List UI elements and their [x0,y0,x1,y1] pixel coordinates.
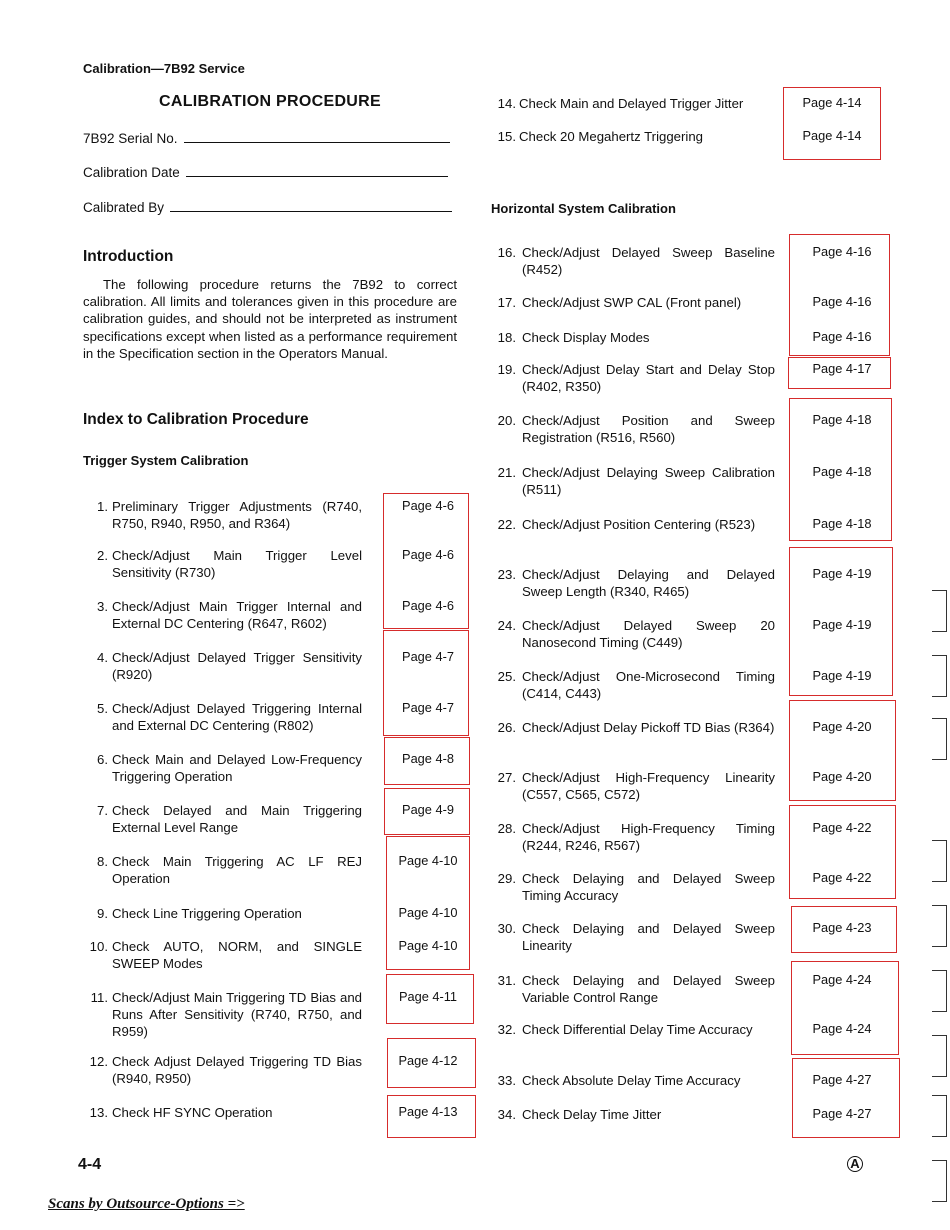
trigger-item-text: Preliminary Trigger Adjustments (R740, R750, R940, R950, and R364) [112,499,362,531]
trigger-item-number: 10. [89,939,108,954]
page-highlight-box [386,836,470,970]
trigger-item-text: Check Adjust Delayed Triggering TD Bias (R940, R950) [112,1054,362,1086]
edge-tab-mark [932,840,947,882]
trigger-item-text: Check/Adjust Main Trigger Level Sensitivity (R730) [112,548,362,580]
horizontal-item-number: 33. [497,1073,516,1088]
edge-tab-mark [932,1035,947,1077]
trigger-item-number: 11. [90,990,108,1005]
trigger-item-text: Check Main and Delayed Trigger Jitter [519,96,744,111]
trigger-item-number: 6. [97,752,108,767]
trigger-item-number: 2. [97,548,108,563]
trigger-page-reference: Page 4-7 [402,700,454,715]
horizontal-item-text: Check/Adjust High-Frequency Linearity (C557, C565, C572) [522,770,775,802]
trigger-item-text: Check Delayed and Main Triggering External Level Range [112,803,362,835]
horizontal-item-number: 16. [497,245,516,260]
trigger-page-reference: Page 4-14 [802,95,862,110]
page-highlight-box [791,961,899,1055]
date-line [186,175,448,177]
scans-credit-link[interactable]: Scans by Outsource-Options => [48,1196,245,1212]
trigger-item-number: 14. [497,96,516,111]
page-highlight-box [384,737,470,785]
trigger-item-text: Check AUTO, NORM, and SINGLE SWEEP Modes [112,939,362,971]
intro-paragraph [83,276,457,362]
horizontal-item-number: 18. [497,330,516,345]
page-highlight-box [387,1095,476,1138]
trigger-item-text: Check Line Triggering Operation [112,906,302,921]
intro-text: The following procedure returns the 7B92 to correct calibration. All limits and tolerances given in this procedure are calibration guides, and should not be interpreted as instrument specifications except when listed as a performance requirement in the Specification section in the Operators Manual. [83,277,457,361]
date-field [83,165,448,180]
horizontal-page-reference: Page 4-22 [812,870,872,885]
horizontal-item-text: Check Display Modes [522,330,650,345]
edge-tab-mark [932,655,947,697]
horizontal-item-number: 31. [497,973,516,988]
trigger-item-text: Check Main and Delayed Low-Frequency Triggering Operation [112,752,362,784]
trigger-page-reference: Page 4-8 [402,751,454,766]
horizontal-page-reference: Page 4-27 [812,1072,872,1087]
trigger-item-number: 5. [97,701,108,716]
trigger-item-number: 3. [97,599,108,614]
horizontal-page-reference: Page 4-16 [812,244,872,259]
trigger-page-reference: Page 4-11 [398,989,458,1004]
horizontal-item-text: Check/Adjust Position Centering (R523) [522,517,756,532]
page-highlight-box [792,1058,900,1138]
trigger-page-reference: Page 4-10 [398,853,458,868]
running-header: Calibration—7B92 Service [83,61,245,76]
horizontal-page-reference: Page 4-17 [812,361,872,376]
trigger-item-number: 1. [97,499,108,514]
horizontal-page-reference: Page 4-18 [812,516,872,531]
horizontal-page-reference: Page 4-16 [812,294,872,309]
page-highlight-box [783,87,881,160]
page-number: 4-4 [78,1156,102,1173]
horizontal-item-text: Check/Adjust Delayed Sweep 20 Nanosecond Timing (C449) [522,618,775,650]
horizontal-item-number: 30. [497,921,516,936]
horizontal-item-text: Check/Adjust One-Microsecond Timing (C414, C443) [522,669,775,701]
trigger-item-number: 15. [497,129,516,144]
trigger-item-text: Check HF SYNC Operation [112,1105,273,1120]
calibrated-by-label: Calibrated By [83,200,165,215]
horizontal-item-text: Check/Adjust Position and Sweep Registration (R516, R560) [522,413,775,445]
edge-tab-mark [932,905,947,947]
trigger-item-text: Check/Adjust Delayed Trigger Sensitivity (R920) [112,650,362,682]
edge-tab-mark [932,718,947,760]
trigger-item-text: Check Main Triggering AC LF REJ Operation [112,854,362,886]
page-highlight-box [789,547,893,696]
trigger-item-number: 7. [97,803,108,818]
horizontal-item-text: Check/Adjust Delay Start and Delay Stop (R402, R350) [522,362,775,394]
horizontal-item-number: 19. [497,362,516,377]
trigger-item-number: 12. [89,1054,108,1069]
trigger-page-reference: Page 4-9 [402,802,454,817]
horizontal-item-text: Check Delay Time Jitter [522,1107,662,1122]
horizontal-item-text: Check Delaying and Delayed Sweep Variable Control Range [522,973,775,1005]
serial-label: 7B92 Serial No. [83,131,178,146]
horizontal-item-number: 26. [497,720,516,735]
trigger-page-reference: Page 4-14 [802,128,862,143]
page-highlight-box [387,1038,476,1088]
trigger-item-text: Check/Adjust Main Trigger Internal and External DC Centering (R647, R602) [112,599,362,631]
horizontal-item-text: Check Delaying and Delayed Sweep Timing Accuracy [522,871,775,903]
horizontal-item-text: Check/Adjust Delayed Sweep Baseline (R452) [522,245,775,277]
horizontal-page-reference: Page 4-24 [812,1021,872,1036]
horizontal-page-reference: Page 4-18 [812,412,872,427]
page-highlight-box [791,906,897,953]
serial-field [83,131,450,146]
trigger-item-number: 9. [97,906,108,921]
page-highlight-box [789,398,892,541]
page-highlight-box [384,788,470,835]
page-highlight-box [383,630,469,736]
tektronix-logo: A [847,1156,863,1172]
calibrated-by-field [83,200,452,215]
page-highlight-box [386,974,474,1024]
calibrated-by-line [170,210,452,212]
page-highlight-box [789,234,890,356]
horizontal-item-number: 17. [497,295,516,310]
horizontal-page-reference: Page 4-19 [812,617,872,632]
trigger-page-reference: Page 4-13 [398,1104,458,1119]
horizontal-item-text: Check Absolute Delay Time Accuracy [522,1073,741,1088]
trigger-item-text: Check/Adjust Delayed Triggering Internal and External DC Centering (R802) [112,701,362,733]
horizontal-item-text: Check/Adjust Delaying Sweep Calibration (R511) [522,465,775,497]
page-highlight-box [789,700,896,801]
horizontal-item-text: Check Differential Delay Time Accuracy [522,1022,753,1037]
horizontal-item-number: 22. [497,517,516,532]
edge-tab-mark [932,1095,947,1137]
edge-tab-mark [932,970,947,1012]
horizontal-item-number: 27. [497,770,516,785]
horizontal-item-text: Check/Adjust SWP CAL (Front panel) [522,295,742,310]
intro-heading: Introduction [83,248,174,265]
edge-tab-mark [932,590,947,632]
horizontal-item-number: 23. [497,567,516,582]
horizontal-page-reference: Page 4-20 [812,769,872,784]
page-title: CALIBRATION PROCEDURE [158,93,381,110]
date-label: Calibration Date [83,165,180,180]
index-heading: Index to Calibration Procedure [83,411,309,428]
horizontal-page-reference: Page 4-27 [812,1106,872,1121]
horizontal-page-reference: Page 4-23 [812,920,872,935]
trigger-page-reference: Page 4-6 [402,547,454,562]
horizontal-heading: Horizontal System Calibration [491,201,676,216]
horizontal-page-reference: Page 4-24 [812,972,872,987]
horizontal-item-number: 25. [497,669,516,684]
horizontal-page-reference: Page 4-19 [812,668,872,683]
edge-tab-mark [932,1160,947,1202]
trigger-page-reference: Page 4-6 [402,498,454,513]
horizontal-item-text: Check/Adjust High-Frequency Timing (R244, R246, R567) [522,821,775,853]
horizontal-item-text: Check Delaying and Delayed Sweep Linearity [522,921,775,953]
horizontal-item-text: Check/Adjust Delaying and Delayed Sweep Length (R340, R465) [522,567,775,599]
horizontal-item-number: 29. [497,871,516,886]
trigger-page-reference: Page 4-10 [398,938,458,953]
trigger-page-reference: Page 4-6 [402,598,454,613]
horizontal-page-reference: Page 4-18 [812,464,872,479]
serial-line [184,141,450,143]
trigger-item-number: 4. [97,650,108,665]
page-highlight-box [788,357,891,389]
horizontal-page-reference: Page 4-19 [812,566,872,581]
horizontal-page-reference: Page 4-20 [812,719,872,734]
trigger-page-reference: Page 4-12 [398,1053,458,1068]
horizontal-item-number: 21. [497,465,516,480]
horizontal-item-text: Check/Adjust Delay Pickoff TD Bias (R364) [522,720,775,735]
horizontal-item-number: 32. [497,1022,516,1037]
trigger-item-number: 8. [97,854,108,869]
horizontal-item-number: 28. [497,821,516,836]
trigger-item-text: Check/Adjust Main Triggering TD Bias and Runs After Sensitivity (R740, R750, and R959) [112,990,362,1039]
horizontal-page-reference: Page 4-22 [812,820,872,835]
trigger-page-reference: Page 4-10 [398,905,458,920]
trigger-heading: Trigger System Calibration [83,453,249,468]
horizontal-item-number: 20. [497,413,516,428]
horizontal-item-number: 24. [497,618,516,633]
trigger-item-text: Check 20 Megahertz Triggering [519,129,703,144]
page-highlight-box [789,805,896,899]
trigger-item-number: 13. [89,1105,108,1120]
trigger-page-reference: Page 4-7 [402,649,454,664]
horizontal-item-number: 34. [497,1107,516,1122]
horizontal-page-reference: Page 4-16 [812,329,872,344]
page-highlight-box [383,493,469,629]
